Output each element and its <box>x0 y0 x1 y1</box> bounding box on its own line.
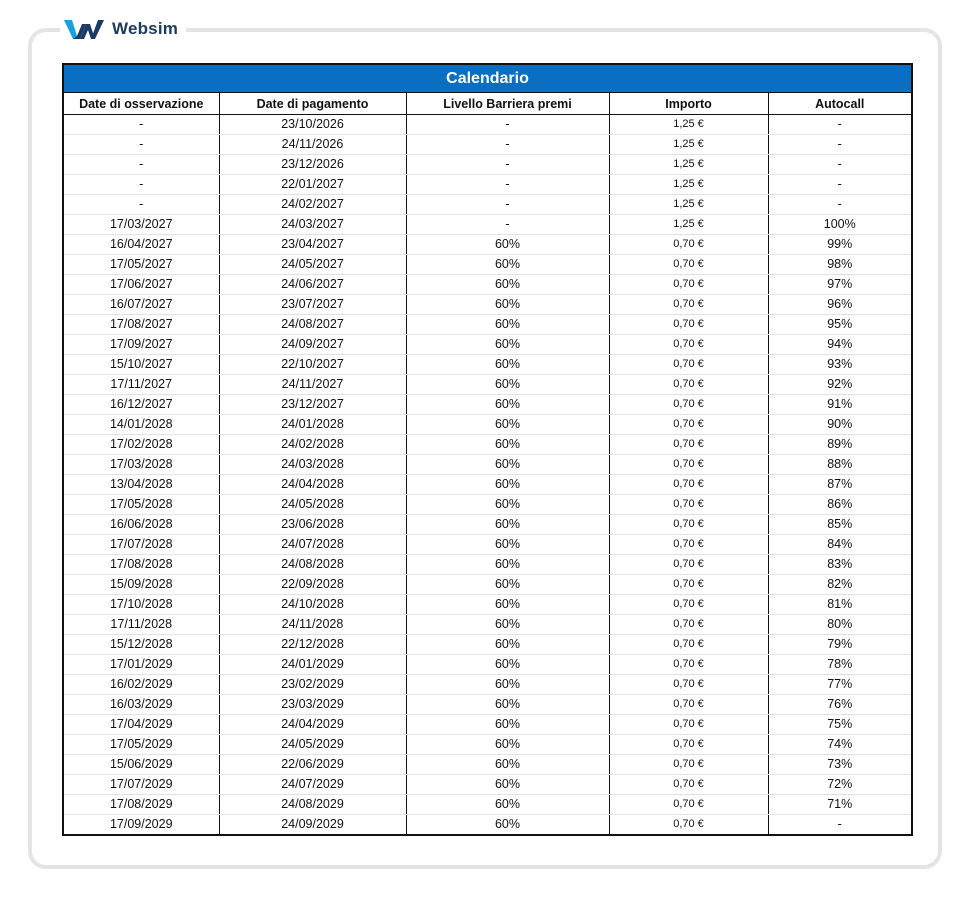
cell-amount: 0,70 € <box>609 335 768 355</box>
table-row <box>63 235 912 255</box>
cell-observation-date: - <box>63 195 219 215</box>
cell-autocall: - <box>768 115 912 135</box>
cell-barrier-level: 60% <box>406 715 609 735</box>
table-row <box>63 595 912 615</box>
cell-amount: 0,70 € <box>609 775 768 795</box>
cell-barrier-level: 60% <box>406 455 609 475</box>
table-row <box>63 575 912 595</box>
cell-observation-date: 13/04/2028 <box>63 475 219 495</box>
cell-barrier-level: 60% <box>406 655 609 675</box>
table-row <box>63 755 912 775</box>
cell-amount: 1,25 € <box>609 175 768 195</box>
cell-payment-date: 24/09/2029 <box>219 815 406 836</box>
cell-payment-date: 24/01/2029 <box>219 655 406 675</box>
table-row <box>63 515 912 535</box>
cell-barrier-level: 60% <box>406 815 609 836</box>
cell-barrier-level: 60% <box>406 615 609 635</box>
cell-autocall: 88% <box>768 455 912 475</box>
cell-observation-date: - <box>63 115 219 135</box>
cell-barrier-level: - <box>406 195 609 215</box>
table-row <box>63 815 912 836</box>
cell-amount: 0,70 € <box>609 715 768 735</box>
cell-observation-date: 17/10/2028 <box>63 595 219 615</box>
cell-amount: 0,70 € <box>609 275 768 295</box>
cell-amount: 0,70 € <box>609 595 768 615</box>
cell-amount: 0,70 € <box>609 495 768 515</box>
cell-observation-date: 14/01/2028 <box>63 415 219 435</box>
cell-autocall: 93% <box>768 355 912 375</box>
cell-barrier-level: 60% <box>406 675 609 695</box>
cell-amount: 0,70 € <box>609 315 768 335</box>
cell-observation-date: 17/03/2027 <box>63 215 219 235</box>
cell-barrier-level: 60% <box>406 795 609 815</box>
cell-autocall: 84% <box>768 535 912 555</box>
cell-amount: 0,70 € <box>609 435 768 455</box>
cell-payment-date: 24/11/2028 <box>219 615 406 635</box>
table-row <box>63 175 912 195</box>
cell-amount: 0,70 € <box>609 515 768 535</box>
cell-payment-date: 24/01/2028 <box>219 415 406 435</box>
cell-barrier-level: 60% <box>406 515 609 535</box>
cell-autocall: - <box>768 195 912 215</box>
table-row <box>63 735 912 755</box>
cell-payment-date: 22/01/2027 <box>219 175 406 195</box>
cell-observation-date: - <box>63 175 219 195</box>
cell-barrier-level: 60% <box>406 695 609 715</box>
cell-observation-date: 17/02/2028 <box>63 435 219 455</box>
cell-autocall: 80% <box>768 615 912 635</box>
cell-observation-date: - <box>63 135 219 155</box>
cell-payment-date: 24/05/2029 <box>219 735 406 755</box>
cell-amount: 0,70 € <box>609 635 768 655</box>
cell-observation-date: 17/07/2028 <box>63 535 219 555</box>
table-row <box>63 255 912 275</box>
cell-barrier-level: 60% <box>406 775 609 795</box>
cell-autocall: - <box>768 815 912 836</box>
cell-observation-date: 15/12/2028 <box>63 635 219 655</box>
brand-name: Websim <box>112 19 179 38</box>
cell-payment-date: 23/12/2026 <box>219 155 406 175</box>
cell-autocall: 71% <box>768 795 912 815</box>
table-row <box>63 275 912 295</box>
cell-barrier-level: - <box>406 135 609 155</box>
cell-observation-date: 17/09/2027 <box>63 335 219 355</box>
cell-payment-date: 23/10/2026 <box>219 115 406 135</box>
cell-observation-date: 16/12/2027 <box>63 395 219 415</box>
cell-observation-date: 16/03/2029 <box>63 695 219 715</box>
cell-amount: 0,70 € <box>609 795 768 815</box>
cell-barrier-level: 60% <box>406 755 609 775</box>
cell-autocall: 75% <box>768 715 912 735</box>
cell-payment-date: 24/11/2026 <box>219 135 406 155</box>
cell-autocall: 96% <box>768 295 912 315</box>
websim-logo-icon <box>64 18 106 40</box>
cell-payment-date: 24/11/2027 <box>219 375 406 395</box>
cell-payment-date: 24/05/2028 <box>219 495 406 515</box>
cell-amount: 0,70 € <box>609 695 768 715</box>
cell-payment-date: 23/06/2028 <box>219 515 406 535</box>
cell-observation-date: 17/06/2027 <box>63 275 219 295</box>
table-row <box>63 415 912 435</box>
cell-payment-date: 24/02/2028 <box>219 435 406 455</box>
cell-observation-date: 15/10/2027 <box>63 355 219 375</box>
cell-payment-date: 24/08/2029 <box>219 795 406 815</box>
cell-payment-date: 24/10/2028 <box>219 595 406 615</box>
calendar-table <box>62 63 913 836</box>
cell-payment-date: 23/04/2027 <box>219 235 406 255</box>
cell-autocall: 74% <box>768 735 912 755</box>
table-row <box>63 535 912 555</box>
cell-autocall: 95% <box>768 315 912 335</box>
cell-payment-date: 24/09/2027 <box>219 335 406 355</box>
cell-amount: 0,70 € <box>609 675 768 695</box>
column-header-autocall: Autocall <box>768 93 912 115</box>
table-row <box>63 335 912 355</box>
cell-autocall: 73% <box>768 755 912 775</box>
cell-autocall: 100% <box>768 215 912 235</box>
cell-amount: 0,70 € <box>609 375 768 395</box>
cell-barrier-level: 60% <box>406 635 609 655</box>
cell-amount: 0,70 € <box>609 295 768 315</box>
cell-amount: 1,25 € <box>609 115 768 135</box>
cell-barrier-level: 60% <box>406 375 609 395</box>
cell-observation-date: 17/07/2029 <box>63 775 219 795</box>
cell-barrier-level: - <box>406 215 609 235</box>
cell-amount: 0,70 € <box>609 655 768 675</box>
cell-autocall: 89% <box>768 435 912 455</box>
table-row <box>63 795 912 815</box>
cell-autocall: 87% <box>768 475 912 495</box>
cell-payment-date: 24/05/2027 <box>219 255 406 275</box>
cell-autocall: 92% <box>768 375 912 395</box>
table-body <box>63 115 912 836</box>
cell-observation-date: 17/11/2027 <box>63 375 219 395</box>
cell-payment-date: 23/02/2029 <box>219 675 406 695</box>
cell-payment-date: 24/03/2027 <box>219 215 406 235</box>
table-row <box>63 715 912 735</box>
cell-payment-date: 23/03/2029 <box>219 695 406 715</box>
column-header-barrier-level: Livello Barriera premi <box>406 93 609 115</box>
cell-amount: 0,70 € <box>609 395 768 415</box>
cell-amount: 0,70 € <box>609 735 768 755</box>
cell-barrier-level: 60% <box>406 315 609 335</box>
cell-autocall: 82% <box>768 575 912 595</box>
cell-autocall: 85% <box>768 515 912 535</box>
cell-amount: 1,25 € <box>609 195 768 215</box>
cell-observation-date: 15/09/2028 <box>63 575 219 595</box>
table-row <box>63 775 912 795</box>
cell-amount: 0,70 € <box>609 455 768 475</box>
column-header-observation-date: Date di osservazione <box>63 93 219 115</box>
cell-barrier-level: 60% <box>406 535 609 555</box>
cell-amount: 0,70 € <box>609 255 768 275</box>
cell-amount: 0,70 € <box>609 615 768 635</box>
cell-amount: 0,70 € <box>609 235 768 255</box>
cell-autocall: 78% <box>768 655 912 675</box>
cell-payment-date: 24/07/2029 <box>219 775 406 795</box>
cell-barrier-level: 60% <box>406 575 609 595</box>
table-title: Calendario <box>63 64 912 93</box>
cell-barrier-level: 60% <box>406 395 609 415</box>
table-row <box>63 295 912 315</box>
table-title-row <box>63 64 912 93</box>
cell-payment-date: 22/09/2028 <box>219 575 406 595</box>
table-row <box>63 695 912 715</box>
column-header-payment-date: Date di pagamento <box>219 93 406 115</box>
brand-logo <box>60 12 186 46</box>
cell-autocall: 77% <box>768 675 912 695</box>
cell-barrier-level: 60% <box>406 255 609 275</box>
cell-amount: 0,70 € <box>609 575 768 595</box>
cell-observation-date: - <box>63 155 219 175</box>
table-row <box>63 355 912 375</box>
cell-payment-date: 24/07/2028 <box>219 535 406 555</box>
cell-amount: 0,70 € <box>609 815 768 836</box>
table-row <box>63 475 912 495</box>
cell-observation-date: 16/02/2029 <box>63 675 219 695</box>
table-row <box>63 615 912 635</box>
table-row <box>63 455 912 475</box>
cell-autocall: 94% <box>768 335 912 355</box>
cell-payment-date: 23/12/2027 <box>219 395 406 415</box>
cell-observation-date: 17/05/2027 <box>63 255 219 275</box>
cell-observation-date: 17/08/2027 <box>63 315 219 335</box>
cell-payment-date: 24/08/2027 <box>219 315 406 335</box>
cell-barrier-level: - <box>406 155 609 175</box>
table-row <box>63 135 912 155</box>
cell-amount: 1,25 € <box>609 155 768 175</box>
table-row <box>63 375 912 395</box>
cell-amount: 0,70 € <box>609 415 768 435</box>
table-row <box>63 435 912 455</box>
cell-barrier-level: 60% <box>406 495 609 515</box>
table-row <box>63 495 912 515</box>
cell-barrier-level: 60% <box>406 435 609 455</box>
cell-autocall: - <box>768 155 912 175</box>
cell-autocall: 90% <box>768 415 912 435</box>
cell-payment-date: 22/06/2029 <box>219 755 406 775</box>
cell-observation-date: 17/09/2029 <box>109 817 173 831</box>
cell-autocall: 98% <box>768 255 912 275</box>
table-row <box>63 635 912 655</box>
table-row <box>63 655 912 675</box>
column-header-amount: Importo <box>609 93 768 115</box>
cell-observation-date: 16/04/2027 <box>63 235 219 255</box>
cell-barrier-level: - <box>406 175 609 195</box>
table-row <box>63 395 912 415</box>
cell-observation-date: 17/05/2028 <box>63 495 219 515</box>
table-row <box>63 195 912 215</box>
cell-observation-date: 15/06/2029 <box>63 755 219 775</box>
cell-observation-date: 16/07/2027 <box>63 295 219 315</box>
cell-autocall: 79% <box>768 635 912 655</box>
cell-observation-date: 16/06/2028 <box>63 515 219 535</box>
cell-autocall: 72% <box>768 775 912 795</box>
cell-autocall: 99% <box>768 235 912 255</box>
cell-payment-date: 24/03/2028 <box>219 455 406 475</box>
cell-amount: 0,70 € <box>609 535 768 555</box>
cell-barrier-level: 60% <box>406 415 609 435</box>
cell-observation-date: 17/04/2029 <box>63 715 219 735</box>
cell-barrier-level: 60% <box>406 275 609 295</box>
cell-barrier-level: 60% <box>406 555 609 575</box>
cell-barrier-level: 60% <box>406 475 609 495</box>
cell-barrier-level: 60% <box>406 335 609 355</box>
cell-payment-date: 24/04/2028 <box>219 475 406 495</box>
cell-payment-date: 23/07/2027 <box>219 295 406 315</box>
cell-barrier-level: 60% <box>406 295 609 315</box>
cell-barrier-level: 60% <box>406 595 609 615</box>
cell-observation-date: 17/08/2028 <box>63 555 219 575</box>
cell-amount: 0,70 € <box>609 355 768 375</box>
table-row <box>63 215 912 235</box>
cell-autocall: - <box>768 175 912 195</box>
cell-observation-date: 17/11/2028 <box>63 615 219 635</box>
cell-barrier-level: 60% <box>406 355 609 375</box>
table-row <box>63 115 912 135</box>
calendar-table-container <box>62 63 911 836</box>
cell-autocall: 81% <box>768 595 912 615</box>
cell-payment-date: 22/10/2027 <box>219 355 406 375</box>
cell-amount: 1,25 € <box>609 135 768 155</box>
cell-observation-date: 17/05/2029 <box>63 735 219 755</box>
cell-autocall: 91% <box>768 395 912 415</box>
cell-observation-date: 17/03/2028 <box>63 455 219 475</box>
cell-observation-date: 17/01/2029 <box>63 655 219 675</box>
table-header-row <box>63 93 912 115</box>
cell-autocall: 97% <box>768 275 912 295</box>
cell-autocall: - <box>768 135 912 155</box>
cell-payment-date: 24/02/2027 <box>219 195 406 215</box>
cell-amount: 0,70 € <box>609 475 768 495</box>
table-row <box>63 555 912 575</box>
table-row <box>63 675 912 695</box>
cell-observation-date: 17/08/2029 <box>63 795 219 815</box>
cell-amount: 1,25 € <box>609 215 768 235</box>
cell-autocall: 76% <box>768 695 912 715</box>
cell-payment-date: 24/06/2027 <box>219 275 406 295</box>
cell-autocall: 86% <box>768 495 912 515</box>
table-row <box>63 315 912 335</box>
cell-barrier-level: - <box>406 115 609 135</box>
cell-barrier-level: 60% <box>406 235 609 255</box>
table-row <box>63 155 912 175</box>
cell-payment-date: 24/04/2029 <box>219 715 406 735</box>
cell-autocall: 83% <box>768 555 912 575</box>
cell-amount: 0,70 € <box>609 755 768 775</box>
cell-payment-date: 24/08/2028 <box>219 555 406 575</box>
cell-amount: 0,70 € <box>609 555 768 575</box>
cell-barrier-level: 60% <box>406 735 609 755</box>
cell-payment-date: 22/12/2028 <box>219 635 406 655</box>
